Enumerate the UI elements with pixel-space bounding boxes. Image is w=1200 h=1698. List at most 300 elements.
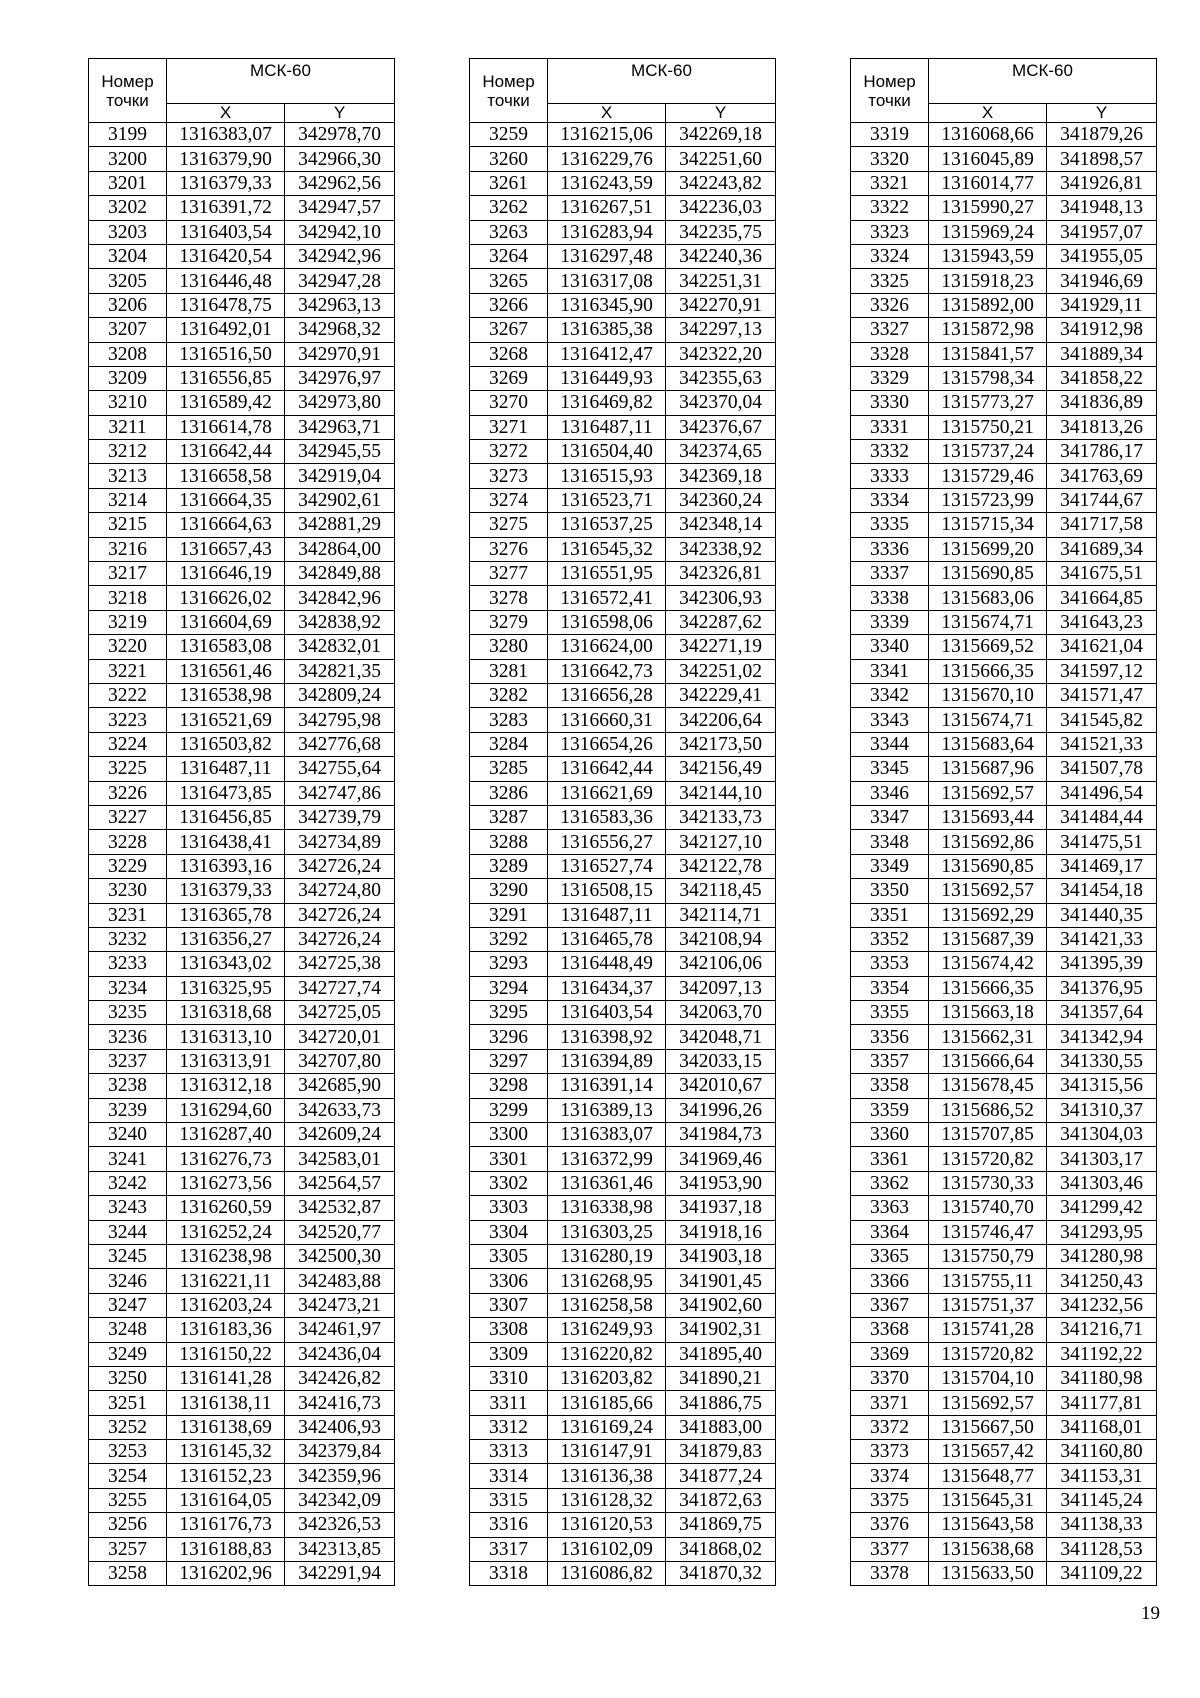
table-row	[851, 1196, 1157, 1220]
x-coordinate-cell: 1316448,49	[548, 952, 666, 976]
x-coordinate-cell: 1316438,41	[167, 830, 285, 854]
table-row	[851, 244, 1157, 268]
x-coordinate-cell: 1316361,46	[548, 1171, 666, 1195]
table-row	[89, 488, 395, 512]
point-number-cell: 3342	[851, 683, 929, 707]
y-coordinate-cell: 341153,31	[1047, 1464, 1157, 1488]
point-number-cell: 3299	[470, 1098, 548, 1122]
x-coordinate-cell: 1315723,99	[929, 488, 1047, 512]
y-coordinate-cell: 341675,51	[1047, 562, 1157, 586]
table-row	[470, 318, 776, 342]
y-coordinate-cell: 342966,30	[285, 147, 395, 171]
point-number-cell: 3284	[470, 732, 548, 756]
y-coordinate-cell: 342122,78	[666, 854, 776, 878]
point-number-cell: 3225	[89, 757, 167, 781]
y-coordinate-cell: 342156,49	[666, 757, 776, 781]
point-number-cell: 3271	[470, 415, 548, 439]
point-number-cell: 3229	[89, 854, 167, 878]
x-coordinate-cell: 1316379,33	[167, 171, 285, 195]
y-coordinate-cell: 342747,86	[285, 781, 395, 805]
table-row	[89, 1244, 395, 1268]
x-coordinate-cell: 1316313,91	[167, 1049, 285, 1073]
point-number-cell: 3330	[851, 391, 929, 415]
point-number-cell: 3216	[89, 537, 167, 561]
table-row	[89, 440, 395, 464]
table-row	[851, 440, 1157, 464]
table-row	[851, 1391, 1157, 1415]
x-coordinate-cell: 1316626,02	[167, 586, 285, 610]
y-coordinate-cell: 342240,36	[666, 244, 776, 268]
x-coordinate-cell: 1315692,86	[929, 830, 1047, 854]
y-coordinate-cell: 342962,56	[285, 171, 395, 195]
y-coordinate-cell: 341376,95	[1047, 976, 1157, 1000]
point-number-cell: 3209	[89, 366, 167, 390]
point-number-label-line2: точки	[487, 90, 530, 110]
table-row	[851, 1415, 1157, 1439]
y-coordinate-cell: 342229,41	[666, 683, 776, 707]
y-column-header: Y	[666, 104, 776, 123]
point-number-cell: 3364	[851, 1220, 929, 1244]
y-coordinate-cell: 341475,51	[1047, 830, 1157, 854]
x-coordinate-cell: 1316642,44	[167, 440, 285, 464]
table-row	[89, 879, 395, 903]
table-row	[851, 1244, 1157, 1268]
table-row	[89, 805, 395, 829]
point-number-cell: 3371	[851, 1391, 929, 1415]
x-coordinate-cell: 1315687,39	[929, 927, 1047, 951]
x-coordinate-cell: 1316403,54	[548, 1001, 666, 1025]
table-row	[851, 415, 1157, 439]
point-number-label-line2: точки	[868, 90, 911, 110]
x-coordinate-cell: 1316185,66	[548, 1391, 666, 1415]
x-coordinate-cell: 1316164,05	[167, 1488, 285, 1512]
x-coordinate-cell: 1316398,92	[548, 1025, 666, 1049]
x-coordinate-cell: 1316523,71	[548, 488, 666, 512]
x-coordinate-cell: 1315841,57	[929, 342, 1047, 366]
table-row	[89, 366, 395, 390]
table-row	[851, 1001, 1157, 1025]
y-coordinate-cell: 341469,17	[1047, 854, 1157, 878]
table-row	[470, 708, 776, 732]
x-coordinate-cell: 1316045,89	[929, 147, 1047, 171]
point-number-cell: 3292	[470, 927, 548, 951]
table-row	[470, 1098, 776, 1122]
x-column-header: X	[929, 104, 1047, 123]
point-number-cell: 3343	[851, 708, 929, 732]
y-coordinate-cell: 342297,13	[666, 318, 776, 342]
table-row	[851, 586, 1157, 610]
point-number-cell: 3358	[851, 1074, 929, 1098]
point-number-cell: 3264	[470, 244, 548, 268]
x-coordinate-cell: 1316664,35	[167, 488, 285, 512]
table-row	[851, 1342, 1157, 1366]
y-coordinate-cell: 342342,09	[285, 1488, 395, 1512]
point-number-label-line1: Номер	[863, 71, 916, 91]
table-row	[470, 488, 776, 512]
y-coordinate-cell: 342326,81	[666, 562, 776, 586]
table-row	[89, 1098, 395, 1122]
x-coordinate-cell: 1316220,82	[548, 1342, 666, 1366]
y-coordinate-cell: 341929,11	[1047, 293, 1157, 317]
point-number-cell: 3214	[89, 488, 167, 512]
y-coordinate-cell: 342306,93	[666, 586, 776, 610]
y-coordinate-cell: 341180,98	[1047, 1366, 1157, 1390]
x-coordinate-cell: 1315990,27	[929, 196, 1047, 220]
table-row	[851, 879, 1157, 903]
table-row	[89, 1220, 395, 1244]
x-coordinate-cell: 1316391,72	[167, 196, 285, 220]
coordinates-table-3	[850, 58, 1157, 1586]
point-number-cell: 3362	[851, 1171, 929, 1195]
x-coordinate-cell: 1316283,94	[548, 220, 666, 244]
point-number-cell: 3249	[89, 1342, 167, 1366]
y-coordinate-cell: 341946,69	[1047, 269, 1157, 293]
y-coordinate-cell: 341879,26	[1047, 123, 1157, 147]
point-number-cell: 3378	[851, 1562, 929, 1586]
point-number-cell: 3377	[851, 1537, 929, 1561]
x-coordinate-cell: 1316538,98	[167, 683, 285, 707]
table-row	[851, 952, 1157, 976]
y-coordinate-cell: 342235,75	[666, 220, 776, 244]
table-row	[851, 1318, 1157, 1342]
table-row	[851, 513, 1157, 537]
y-coordinate-cell: 342106,06	[666, 952, 776, 976]
x-coordinate-cell: 1316473,85	[167, 781, 285, 805]
table-row	[89, 1123, 395, 1147]
x-coordinate-cell: 1316487,11	[548, 415, 666, 439]
y-coordinate-cell: 341912,98	[1047, 318, 1157, 342]
table-row	[470, 635, 776, 659]
x-coordinate-cell: 1315687,96	[929, 757, 1047, 781]
table-row	[851, 293, 1157, 317]
y-coordinate-cell: 341836,89	[1047, 391, 1157, 415]
point-number-cell: 3246	[89, 1269, 167, 1293]
y-coordinate-cell: 341192,22	[1047, 1342, 1157, 1366]
point-number-cell: 3314	[470, 1464, 548, 1488]
x-coordinate-cell: 1316389,13	[548, 1098, 666, 1122]
y-coordinate-cell: 342270,91	[666, 293, 776, 317]
point-number-cell: 3351	[851, 903, 929, 927]
table-row	[89, 659, 395, 683]
x-coordinate-cell: 1316446,48	[167, 269, 285, 293]
y-coordinate-cell: 341621,04	[1047, 635, 1157, 659]
y-coordinate-cell: 342461,97	[285, 1318, 395, 1342]
x-coordinate-cell: 1316556,27	[548, 830, 666, 854]
table-row	[89, 1366, 395, 1390]
y-coordinate-cell: 341145,24	[1047, 1488, 1157, 1512]
table-row	[89, 1147, 395, 1171]
table-row	[470, 513, 776, 537]
y-coordinate-cell: 341883,00	[666, 1415, 776, 1439]
x-coordinate-cell: 1316317,08	[548, 269, 666, 293]
y-coordinate-cell: 341879,83	[666, 1440, 776, 1464]
y-coordinate-cell: 341440,35	[1047, 903, 1157, 927]
table-row	[470, 1147, 776, 1171]
table-row	[470, 464, 776, 488]
x-coordinate-cell: 1315643,58	[929, 1513, 1047, 1537]
y-coordinate-cell: 341571,47	[1047, 683, 1157, 707]
y-coordinate-cell: 342724,80	[285, 879, 395, 903]
y-coordinate-cell: 341138,33	[1047, 1513, 1157, 1537]
table-row	[470, 830, 776, 854]
y-coordinate-cell: 342313,85	[285, 1537, 395, 1561]
y-coordinate-cell: 342942,10	[285, 220, 395, 244]
table-row	[851, 366, 1157, 390]
y-coordinate-cell: 342369,18	[666, 464, 776, 488]
table-row	[89, 1342, 395, 1366]
table-row	[470, 659, 776, 683]
point-number-cell: 3206	[89, 293, 167, 317]
point-number-cell: 3276	[470, 537, 548, 561]
x-coordinate-cell: 1316312,18	[167, 1074, 285, 1098]
point-number-cell: 3227	[89, 805, 167, 829]
table-row	[851, 1220, 1157, 1244]
x-coordinate-cell: 1316478,75	[167, 293, 285, 317]
table-row	[851, 1171, 1157, 1195]
x-coordinate-cell: 1316583,36	[548, 805, 666, 829]
table-row	[89, 1025, 395, 1049]
x-coordinate-cell: 1315750,21	[929, 415, 1047, 439]
x-coordinate-cell: 1315750,79	[929, 1244, 1047, 1268]
x-coordinate-cell: 1315674,71	[929, 610, 1047, 634]
x-coordinate-cell: 1316215,06	[548, 123, 666, 147]
point-number-cell: 3282	[470, 683, 548, 707]
y-coordinate-cell: 342271,19	[666, 635, 776, 659]
point-number-cell: 3365	[851, 1244, 929, 1268]
x-coordinate-cell: 1315740,70	[929, 1196, 1047, 1220]
x-coordinate-cell: 1315645,31	[929, 1488, 1047, 1512]
point-number-cell: 3268	[470, 342, 548, 366]
y-coordinate-cell: 342473,21	[285, 1293, 395, 1317]
y-coordinate-cell: 341902,31	[666, 1318, 776, 1342]
y-coordinate-cell: 341937,18	[666, 1196, 776, 1220]
x-coordinate-cell: 1316325,95	[167, 976, 285, 1000]
table-row	[89, 976, 395, 1000]
table-row	[470, 1537, 776, 1561]
x-coordinate-cell: 1315729,46	[929, 464, 1047, 488]
x-coordinate-cell: 1316412,47	[548, 342, 666, 366]
table-row	[470, 879, 776, 903]
table-row	[851, 562, 1157, 586]
x-coordinate-cell: 1316487,11	[548, 903, 666, 927]
y-coordinate-cell: 342976,97	[285, 366, 395, 390]
point-number-cell: 3242	[89, 1171, 167, 1195]
table-row	[851, 830, 1157, 854]
table-row	[470, 391, 776, 415]
x-coordinate-cell: 1316456,85	[167, 805, 285, 829]
y-coordinate-cell: 342947,28	[285, 269, 395, 293]
point-number-label-line1: Номер	[101, 71, 154, 91]
point-number-cell: 3331	[851, 415, 929, 439]
y-coordinate-cell: 342919,04	[285, 464, 395, 488]
x-coordinate-cell: 1316556,85	[167, 366, 285, 390]
x-coordinate-cell: 1315666,35	[929, 659, 1047, 683]
y-coordinate-cell: 342033,15	[666, 1049, 776, 1073]
table-row	[851, 1049, 1157, 1073]
y-coordinate-cell: 341128,53	[1047, 1537, 1157, 1561]
table-row	[89, 293, 395, 317]
table-row	[89, 927, 395, 951]
point-number-cell: 3260	[470, 147, 548, 171]
page-number: 19	[1141, 1603, 1160, 1624]
x-coordinate-cell: 1316294,60	[167, 1098, 285, 1122]
y-coordinate-cell: 342108,94	[666, 927, 776, 951]
point-number-cell: 3357	[851, 1049, 929, 1073]
x-coordinate-cell: 1316545,32	[548, 537, 666, 561]
y-coordinate-cell: 342063,70	[666, 1001, 776, 1025]
table-row	[470, 342, 776, 366]
x-coordinate-cell: 1315674,42	[929, 952, 1047, 976]
table-row	[89, 1415, 395, 1439]
point-number-cell: 3297	[470, 1049, 548, 1073]
point-number-cell: 3348	[851, 830, 929, 854]
table-row	[89, 1001, 395, 1025]
y-coordinate-cell: 341996,26	[666, 1098, 776, 1122]
x-coordinate-cell: 1315755,11	[929, 1269, 1047, 1293]
x-coordinate-cell: 1316169,24	[548, 1415, 666, 1439]
point-number-cell: 3333	[851, 464, 929, 488]
table-row	[470, 854, 776, 878]
y-coordinate-cell: 342243,82	[666, 171, 776, 195]
x-coordinate-cell: 1315666,64	[929, 1049, 1047, 1073]
y-coordinate-cell: 342963,13	[285, 293, 395, 317]
point-number-cell: 3294	[470, 976, 548, 1000]
table-row	[89, 562, 395, 586]
coordinate-system-header: МСК-60	[548, 59, 776, 104]
y-coordinate-cell: 341953,90	[666, 1171, 776, 1195]
y-coordinate-cell: 341643,23	[1047, 610, 1157, 634]
table-row	[851, 1464, 1157, 1488]
table-row	[470, 1440, 776, 1464]
table-row	[470, 171, 776, 195]
x-coordinate-cell: 1316202,96	[167, 1562, 285, 1586]
x-coordinate-cell: 1316086,82	[548, 1562, 666, 1586]
y-coordinate-cell: 342374,65	[666, 440, 776, 464]
point-number-cell: 3253	[89, 1440, 167, 1464]
table-row	[851, 196, 1157, 220]
table-row	[89, 854, 395, 878]
table-row	[851, 757, 1157, 781]
x-coordinate-cell: 1316521,69	[167, 708, 285, 732]
point-number-cell: 3250	[89, 1366, 167, 1390]
x-coordinate-cell: 1316372,99	[548, 1147, 666, 1171]
x-coordinate-cell: 1316338,98	[548, 1196, 666, 1220]
x-coordinate-cell: 1316516,50	[167, 342, 285, 366]
x-coordinate-cell: 1316356,27	[167, 927, 285, 951]
point-number-cell: 3244	[89, 1220, 167, 1244]
y-coordinate-cell: 341889,34	[1047, 342, 1157, 366]
x-coordinate-cell: 1316014,77	[929, 171, 1047, 195]
y-coordinate-cell: 342322,20	[666, 342, 776, 366]
table-row	[89, 1440, 395, 1464]
x-coordinate-cell: 1315678,45	[929, 1074, 1047, 1098]
y-coordinate-cell: 341744,67	[1047, 488, 1157, 512]
table-row	[470, 757, 776, 781]
table-row	[89, 537, 395, 561]
x-coordinate-cell: 1316654,26	[548, 732, 666, 756]
y-coordinate-cell: 342114,71	[666, 903, 776, 927]
table-row	[851, 903, 1157, 927]
point-number-cell: 3203	[89, 220, 167, 244]
point-number-cell: 3202	[89, 196, 167, 220]
y-coordinate-cell: 341250,43	[1047, 1269, 1157, 1293]
table-row	[851, 1269, 1157, 1293]
table-row	[470, 366, 776, 390]
x-coordinate-cell: 1316276,73	[167, 1147, 285, 1171]
y-coordinate-cell: 342251,60	[666, 147, 776, 171]
point-number-cell: 3367	[851, 1293, 929, 1317]
y-coordinate-cell: 341869,75	[666, 1513, 776, 1537]
point-number-cell: 3205	[89, 269, 167, 293]
x-coordinate-cell: 1316287,40	[167, 1123, 285, 1147]
y-coordinate-cell: 342776,68	[285, 732, 395, 756]
table-row	[89, 391, 395, 415]
y-coordinate-cell: 342755,64	[285, 757, 395, 781]
x-coordinate-cell: 1316203,82	[548, 1366, 666, 1390]
y-coordinate-cell: 342359,96	[285, 1464, 395, 1488]
y-coordinate-cell: 342947,57	[285, 196, 395, 220]
table-row	[89, 732, 395, 756]
x-coordinate-cell: 1316624,00	[548, 635, 666, 659]
x-coordinate-cell: 1316068,66	[929, 123, 1047, 147]
table-row	[470, 1074, 776, 1098]
y-coordinate-cell: 341303,17	[1047, 1147, 1157, 1171]
point-number-cell: 3215	[89, 513, 167, 537]
table-row	[470, 1488, 776, 1512]
x-coordinate-cell: 1315892,00	[929, 293, 1047, 317]
y-coordinate-cell: 342118,45	[666, 879, 776, 903]
y-coordinate-cell: 342348,14	[666, 513, 776, 537]
table-row	[851, 488, 1157, 512]
x-coordinate-cell: 1316138,11	[167, 1391, 285, 1415]
point-number-cell: 3286	[470, 781, 548, 805]
point-number-cell: 3305	[470, 1244, 548, 1268]
point-number-cell: 3259	[470, 123, 548, 147]
y-coordinate-cell: 341280,98	[1047, 1244, 1157, 1268]
x-coordinate-cell: 1316646,19	[167, 562, 285, 586]
x-coordinate-cell: 1316258,58	[548, 1293, 666, 1317]
x-coordinate-cell: 1316391,14	[548, 1074, 666, 1098]
x-coordinate-cell: 1315663,18	[929, 1001, 1047, 1025]
y-coordinate-cell: 341898,57	[1047, 147, 1157, 171]
table-row	[470, 1123, 776, 1147]
table-row	[470, 1464, 776, 1488]
point-number-cell: 3234	[89, 976, 167, 1000]
table-row	[89, 513, 395, 537]
y-coordinate-cell: 342251,31	[666, 269, 776, 293]
y-coordinate-cell: 341886,75	[666, 1391, 776, 1415]
point-number-cell: 3360	[851, 1123, 929, 1147]
table-row	[470, 732, 776, 756]
point-number-cell: 3204	[89, 244, 167, 268]
table-row	[470, 196, 776, 220]
y-coordinate-cell: 341955,05	[1047, 244, 1157, 268]
table-row	[89, 123, 395, 147]
y-coordinate-cell: 342500,30	[285, 1244, 395, 1268]
table-row	[470, 123, 776, 147]
y-coordinate-cell: 342609,24	[285, 1123, 395, 1147]
point-number-cell: 3226	[89, 781, 167, 805]
table-row	[89, 1269, 395, 1293]
y-coordinate-cell: 342973,80	[285, 391, 395, 415]
x-coordinate-cell: 1316303,25	[548, 1220, 666, 1244]
table-row	[851, 318, 1157, 342]
x-coordinate-cell: 1316297,48	[548, 244, 666, 268]
x-coordinate-cell: 1315692,29	[929, 903, 1047, 927]
table-row	[470, 1025, 776, 1049]
point-number-cell: 3329	[851, 366, 929, 390]
x-coordinate-cell: 1316658,58	[167, 464, 285, 488]
